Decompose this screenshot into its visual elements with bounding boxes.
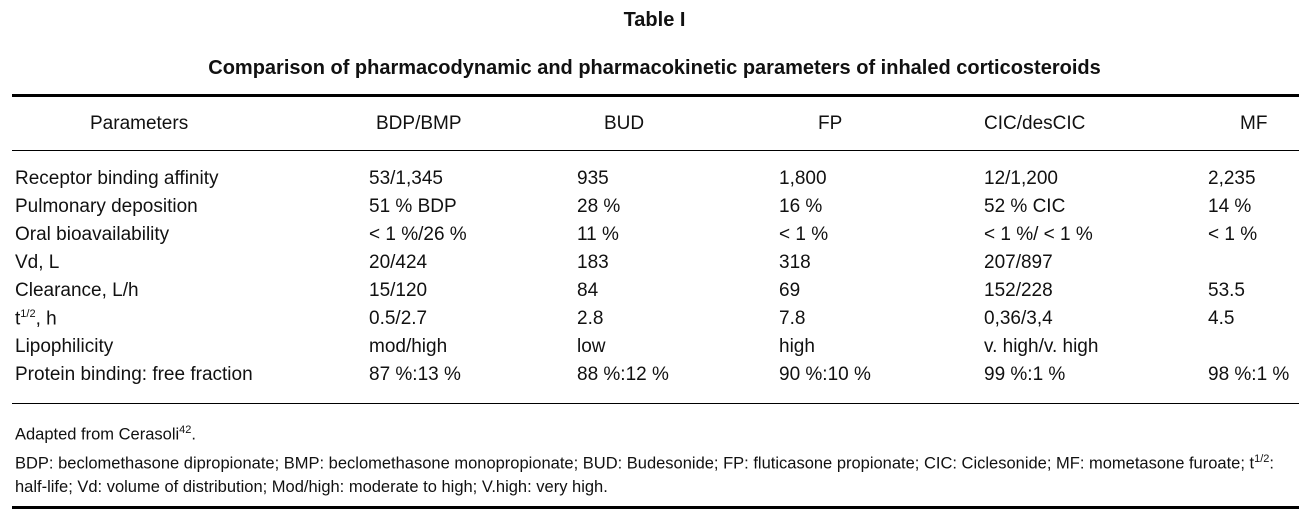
cell-cic-descic: v. high/v. high — [984, 336, 1099, 357]
cell-bdp-bmp: 15/120 — [369, 280, 428, 301]
cell-mf: 14 % — [1208, 196, 1252, 217]
header-mf: MF — [1240, 113, 1268, 134]
cell-bud: 28 % — [577, 196, 621, 217]
header-bud: BUD — [604, 113, 645, 134]
header-fp: FP — [818, 113, 843, 134]
cell-cic-descic: 99 %:1 % — [984, 364, 1066, 385]
row-label: Clearance, L/h — [15, 280, 139, 301]
header-bdp-bmp: BDP/BMP — [376, 113, 462, 134]
cell-mf: 98 %:1 % — [1208, 364, 1290, 385]
cell-bdp-bmp: < 1 %/26 % — [369, 224, 467, 245]
footer-rule — [12, 403, 1299, 404]
cell-mf: 53.5 — [1208, 280, 1245, 301]
abbreviations-note: BDP: beclomethasone dipropionate; BMP: beclomethasone monopropionate; BUD: Budesonide; FP: fluticasone propionate; CIC: Ciclesonide; MF: mometasone furoate; $t^{1/2}$: half-life; Vd: volume of distribution; Mod/high: moderate to high; V.high: very high. — [15, 452, 1274, 496]
table-row — [0, 280, 1309, 308]
cell-bdp-bmp: 87 %:13 % — [369, 364, 461, 385]
cell-bud: 2.8 — [577, 308, 604, 329]
cell-bud: 88 %:12 % — [577, 364, 669, 385]
cell-cic-descic: 152/228 — [984, 280, 1053, 301]
cell-cic-descic: 207/897 — [984, 252, 1053, 273]
cell-mf: 4.5 — [1208, 308, 1235, 329]
cell-cic-descic: 52 % CIC — [984, 196, 1066, 217]
row-label: Oral bioavailability — [15, 224, 170, 245]
cell-bdp-bmp: 0.5/2.7 — [369, 308, 428, 329]
header-rule — [12, 150, 1299, 151]
cell-cic-descic: 12/1,200 — [984, 168, 1058, 189]
source-note: Adapted from Cerasoli$^{42}$. — [15, 424, 197, 444]
cell-bud: 183 — [577, 252, 609, 273]
cell-bdp-bmp: 51 % BDP — [369, 196, 457, 217]
row-label: Protein binding: free fraction — [15, 364, 253, 385]
row-label-half-life: $t^{1/2}$, h — [15, 308, 57, 330]
cell-fp: 16 % — [779, 196, 823, 217]
cell-cic-descic: 0,36/3,4 — [984, 308, 1053, 329]
cell-fp: high — [779, 336, 815, 357]
cell-bdp-bmp: mod/high — [369, 336, 448, 357]
table-row — [0, 364, 1309, 392]
cell-mf: 2,235 — [1208, 168, 1256, 189]
row-label: Receptor binding affinity — [15, 168, 219, 189]
header-parameters: Parameters — [90, 113, 189, 134]
cell-bud: 11 % — [577, 224, 619, 245]
cell-bud: 935 — [577, 168, 609, 189]
table-row — [0, 224, 1309, 252]
cell-mf: < 1 % — [1208, 224, 1258, 245]
table-row — [0, 336, 1309, 364]
cell-fp: 7.8 — [779, 308, 806, 329]
cell-bud: 84 — [577, 280, 599, 301]
table-title: Table I — [623, 9, 686, 31]
row-label: Pulmonary deposition — [15, 196, 198, 217]
table-subtitle: Comparison of pharmacodynamic and pharmacokinetic parameters of inhaled corticosteroids — [208, 57, 1101, 79]
row-label: Lipophilicity — [15, 336, 114, 357]
cell-bud: low — [577, 336, 606, 357]
cell-fp: < 1 % — [779, 224, 829, 245]
row-label: Vd, L — [15, 252, 60, 273]
top-rule — [12, 94, 1299, 97]
cell-fp: 318 — [779, 252, 811, 273]
table-row — [0, 252, 1309, 280]
bottom-rule — [12, 506, 1299, 509]
header-cic-descic: CIC/desCIC — [984, 113, 1086, 134]
table-footnotes — [15, 418, 1300, 499]
cell-fp: 1,800 — [779, 168, 827, 189]
table-row — [0, 168, 1309, 196]
cell-fp: 69 — [779, 280, 801, 301]
cell-fp: 90 %:10 % — [779, 364, 871, 385]
cell-bdp-bmp: 20/424 — [369, 252, 428, 273]
cell-bdp-bmp: 53/1,345 — [369, 168, 443, 189]
table-row — [0, 308, 1309, 336]
table-row — [0, 196, 1309, 224]
cell-cic-descic: < 1 %/ < 1 % — [984, 224, 1093, 245]
